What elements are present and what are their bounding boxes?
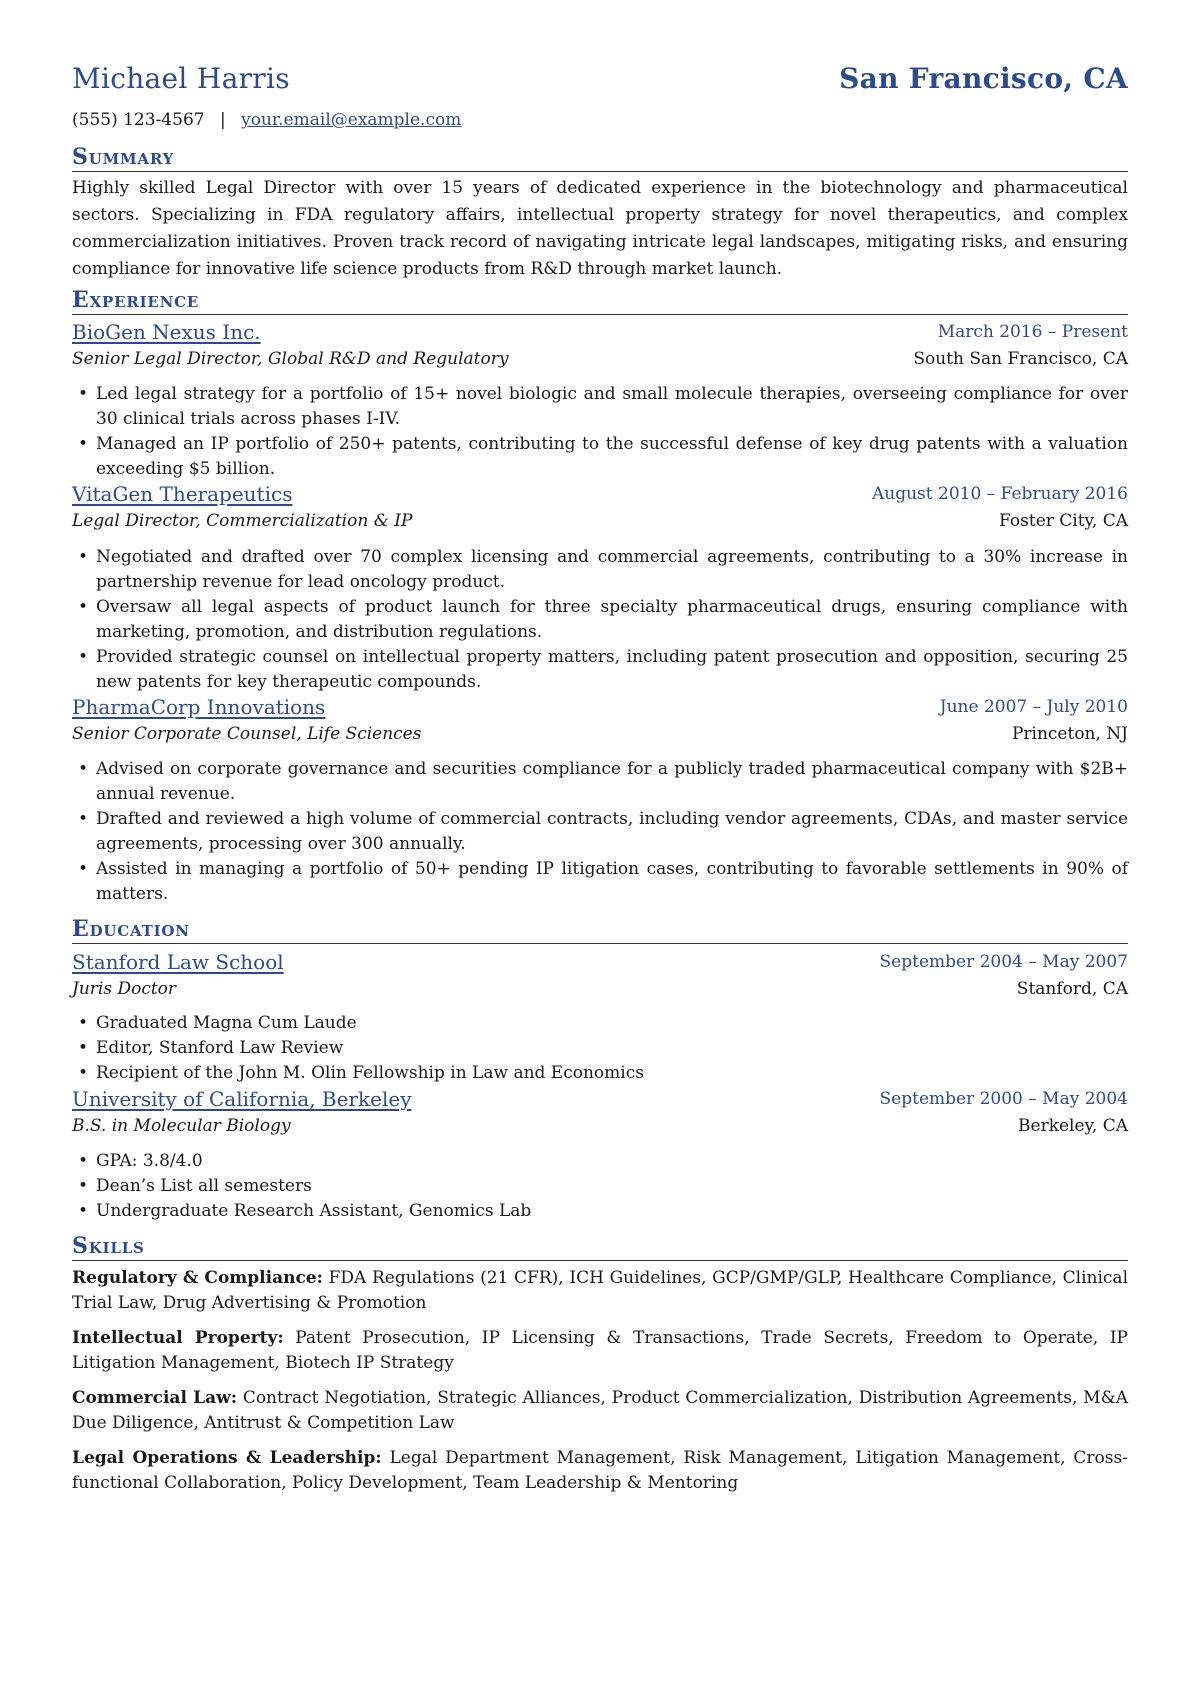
- candidate-location: San Francisco, CA: [839, 62, 1128, 95]
- job-bullets: [72, 545, 1128, 695]
- skill-group-label: Intellectual Property:: [72, 1328, 284, 1348]
- list-item: • Assisted in managing a portfolio of 50+ pending IP litigation cases, contributing to favorable settlements in 90% of matters.: [72, 857, 1128, 907]
- skills-heading: Skills: [72, 1233, 1128, 1261]
- school-name: University of California, Berkeley: [72, 1087, 412, 1111]
- skill-group-items: Patent Prosecution, IP Licensing & Transactions, Trade Secrets, Freedom to Operate, IP Litigation Management, Biotech IP Strategy: [72, 1328, 1128, 1373]
- school-bullets: [72, 1011, 1128, 1086]
- employer-name: BioGen Nexus Inc.: [72, 320, 261, 344]
- school-bullets: [72, 1149, 1128, 1224]
- skill-group: [72, 1266, 1128, 1316]
- phone-number: (555) 123-4567: [72, 110, 205, 130]
- resume-header: [72, 62, 1128, 102]
- skill-group-label: Regulatory & Compliance:: [72, 1268, 323, 1288]
- candidate-name: Michael Harris: [72, 62, 290, 95]
- school-dates: September 2000 – May 2004: [879, 1089, 1128, 1109]
- contact-separator: |: [219, 110, 226, 130]
- list-item: • Oversaw all legal aspects of product launch for three specialty pharmaceutical drugs, ensuring compliance with marketing, promotion, and distribution regulations.: [72, 595, 1128, 645]
- school-dates: September 2004 – May 2007: [879, 952, 1128, 972]
- list-item: • Undergraduate Research Assistant, Genomics Lab: [72, 1199, 1128, 1224]
- job-location: Foster City, CA: [999, 511, 1128, 531]
- email-link[interactable]: your.email@example.com: [241, 110, 462, 130]
- summary-heading: Summary: [72, 144, 1128, 172]
- job-bullets: [72, 382, 1128, 482]
- school-header: [72, 1087, 1128, 1113]
- job-header: [72, 482, 1128, 508]
- school-subheader: [72, 1116, 1128, 1140]
- skill-group: [72, 1326, 1128, 1376]
- list-item: • Advised on corporate governance and securities compliance for a publicly traded pharmaceutical company with $2B+ annual revenue.: [72, 757, 1128, 807]
- school-name: Stanford Law School: [72, 950, 284, 974]
- job-title: Legal Director, Commercialization & IP: [72, 511, 413, 531]
- contact-line: [72, 110, 461, 130]
- skill-group: [72, 1446, 1128, 1496]
- list-item: • Editor, Stanford Law Review: [72, 1036, 1128, 1061]
- list-item: • Negotiated and drafted over 70 complex licensing and commercial agreements, contributing to a 30% increase in partnership revenue for lead oncology product.: [72, 545, 1128, 595]
- list-item: • Provided strategic counsel on intellectual property matters, including patent prosecution and opposition, securing 25 new patents for key therapeutic compounds.: [72, 645, 1128, 695]
- employer-name: PharmaCorp Innovations: [72, 695, 326, 719]
- skill-group: [72, 1386, 1128, 1436]
- job-subheader: [72, 724, 1128, 748]
- list-item: • Led legal strategy for a portfolio of 15+ novel biologic and small molecule therapies, overseeing compliance for over 30 clinical trials across phases I-IV.: [72, 382, 1128, 432]
- job-dates: March 2016 – Present: [937, 322, 1128, 342]
- skill-group-items: Contract Negotiation, Strategic Alliances, Product Commercialization, Distribution Agreements, M&A Due Diligence, Antitrust & Competition Law: [72, 1388, 1128, 1433]
- job-subheader: [72, 511, 1128, 535]
- school-location: Stanford, CA: [1016, 979, 1128, 999]
- list-item: • Recipient of the John M. Olin Fellowship in Law and Economics: [72, 1061, 1128, 1086]
- job-header: [72, 695, 1128, 721]
- degree-name: Juris Doctor: [72, 979, 177, 999]
- list-item: • Drafted and reviewed a high volume of commercial contracts, including vendor agreements, CDAs, and master service agreements, processing over 300 annually.: [72, 807, 1128, 857]
- skill-group-items: Legal Department Management, Risk Management, Litigation Management, Cross-functional Collaboration, Policy Development, Team Leadership & Mentoring: [72, 1448, 1128, 1493]
- summary-text: Highly skilled Legal Director with over 15 years of dedicated experience in the biotechnology and pharmaceutical sectors. Specializing in FDA regulatory affairs, intellectual property strategy for novel therapeutics, and complex commercialization initiatives. Proven track record of navigating intricate legal landscapes, mitigating risks, and ensuring compliance for innovative life science products from R&D through market launch.: [72, 178, 1128, 279]
- education-heading: Education: [72, 916, 1128, 944]
- job-bullets: [72, 757, 1128, 907]
- job-dates: June 2007 – July 2010: [939, 697, 1128, 717]
- skill-group-items: FDA Regulations (21 CFR), ICH Guidelines, GCP/GMP/GLP, Healthcare Compliance, Clinical Trial Law, Drug Advertising & Promotion: [72, 1268, 1129, 1313]
- job-location: South San Francisco, CA: [913, 349, 1128, 369]
- school-header: [72, 950, 1128, 976]
- list-item: • Managed an IP portfolio of 250+ patents, contributing to the successful defense of key drug patents with a valuation exceeding $5 billion.: [72, 432, 1128, 482]
- job-subheader: [72, 349, 1128, 373]
- job-dates: August 2010 – February 2016: [871, 484, 1128, 504]
- skill-group-label: Legal Operations & Leadership:: [72, 1448, 382, 1468]
- list-item: • GPA: 3.8/4.0: [72, 1149, 1128, 1174]
- degree-name: B.S. in Molecular Biology: [72, 1116, 291, 1136]
- list-item: • Dean’s List all semesters: [72, 1174, 1128, 1199]
- experience-heading: Experience: [72, 287, 1128, 315]
- skill-group-label: Commercial Law:: [72, 1388, 238, 1408]
- school-subheader: [72, 979, 1128, 1003]
- job-location: Princeton, NJ: [1011, 724, 1128, 744]
- job-title: Senior Legal Director, Global R&D and Regulatory: [72, 349, 509, 369]
- school-location: Berkeley, CA: [1018, 1116, 1128, 1136]
- job-title: Senior Corporate Counsel, Life Sciences: [72, 724, 422, 744]
- job-header: [72, 320, 1128, 346]
- employer-name: VitaGen Therapeutics: [72, 482, 293, 506]
- list-item: • Graduated Magna Cum Laude: [72, 1011, 1128, 1036]
